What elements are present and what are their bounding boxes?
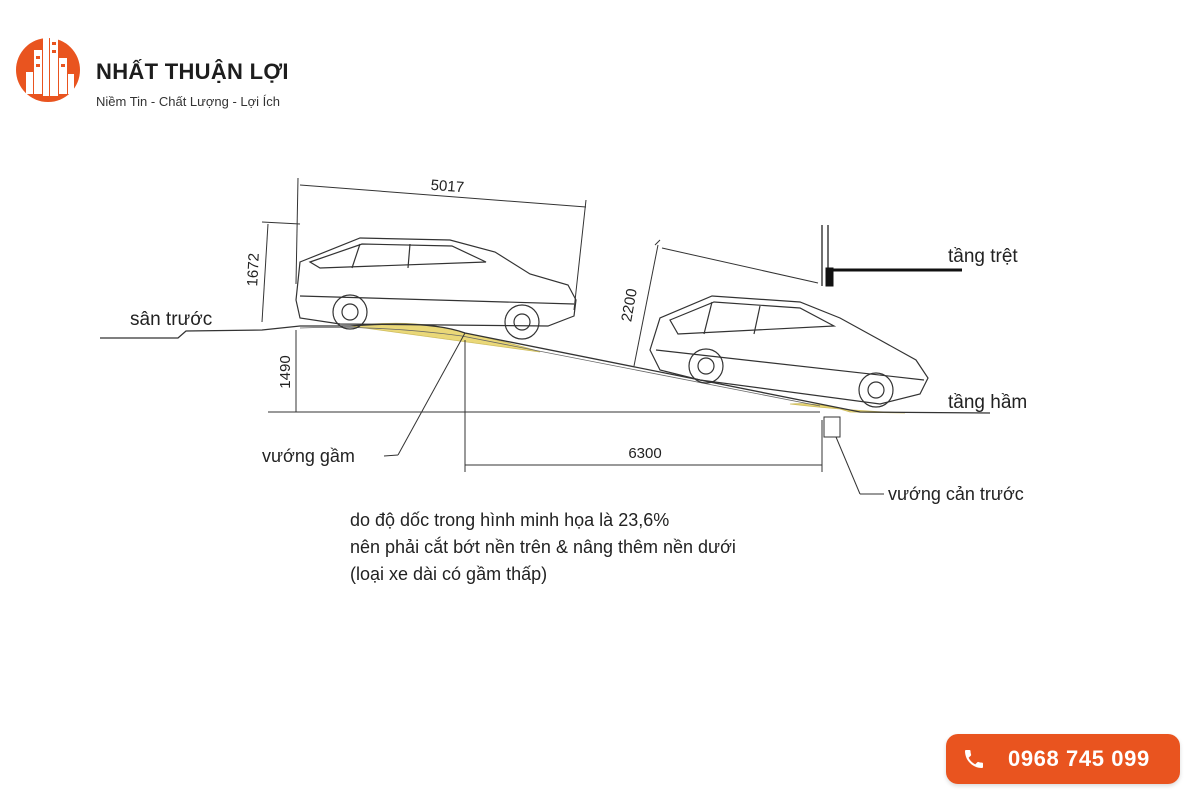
note-line-1: do độ dốc trong hình minh họa là 23,6% — [350, 510, 670, 530]
dimension-lines — [262, 178, 884, 494]
label-basement: tầng hầm — [948, 392, 1028, 413]
note-line-3: (loại xe dài có gầm thấp) — [350, 564, 548, 584]
car-top — [296, 238, 576, 339]
brand-name: NHẤT THUẬN LỢI — [96, 59, 289, 84]
ground-floor-wall — [822, 225, 962, 286]
label-front-bumper-snag: vướng cản trước — [888, 484, 1024, 504]
dim-level-difference: 1490 — [277, 355, 294, 389]
call-phone-button[interactable] — [946, 734, 1180, 784]
phone-number: 0968 745 099 — [1008, 746, 1150, 771]
label-front-yard: sân trước — [130, 309, 213, 330]
dim-car-height: 1672 — [244, 252, 263, 287]
note-line-2: nên phải cắt bớt nền trên & nâng thêm nền dưới — [350, 537, 736, 557]
dim-clearance-height: 2200 — [618, 287, 641, 324]
ground-profile — [100, 324, 990, 413]
brand-tagline: Niềm Tin - Chất Lượng - Lợi Ích — [96, 94, 280, 109]
label-underbody-snag: vướng gầm — [262, 446, 355, 466]
slope-note — [350, 507, 736, 588]
label-ground-floor: tầng trệt — [948, 246, 1018, 267]
dim-car-length: 5017 — [430, 176, 465, 197]
phone-icon — [962, 747, 986, 771]
ground-profile-inner — [300, 327, 820, 406]
dim-ramp-length: 6300 — [628, 445, 662, 462]
car-ramp — [650, 296, 928, 407]
